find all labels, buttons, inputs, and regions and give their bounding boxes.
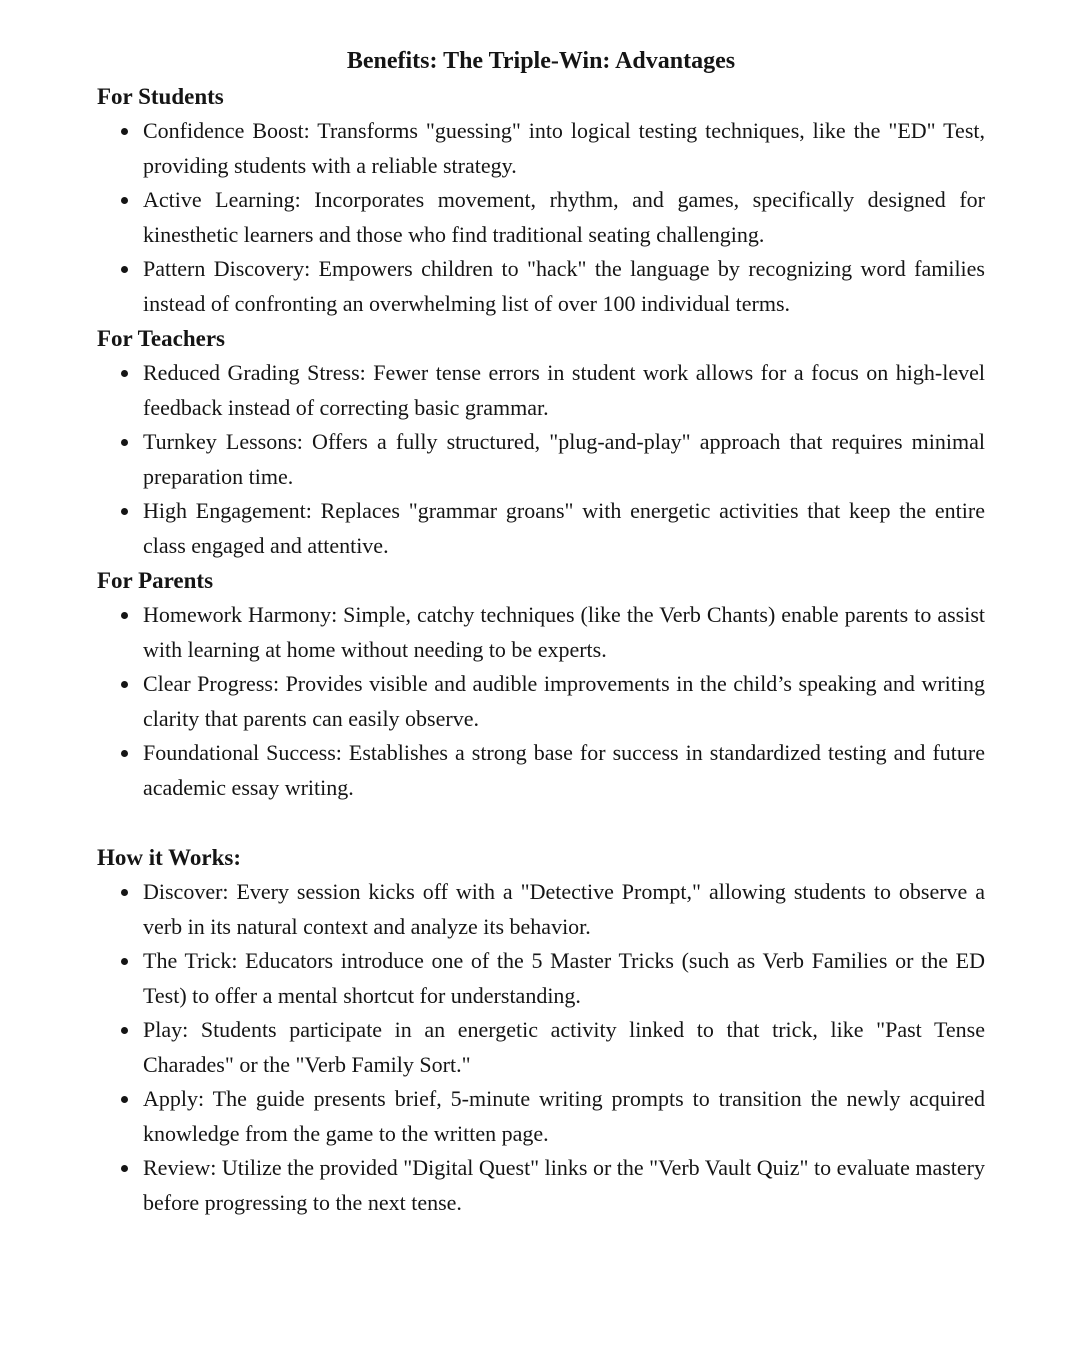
bullet-item: • Review: Utilize the provided "Digital Quest" links or the "Verb Vault Quiz" to evaluate mastery before progressing to the next tense.: [141, 1151, 985, 1220]
bullet-item: • Discover: Every session kicks off with a "Detective Prompt," allowing students to observe a verb in its natural context and analyze its behavior.: [141, 875, 985, 944]
bullet-item: • Foundational Success: Establishes a strong base for success in standardized testing and future academic essay writing.: [141, 736, 985, 805]
section-heading: How it Works:: [97, 845, 241, 870]
document-title: Benefits: The Triple-Win: Advantages: [346, 48, 736, 74]
section-heading: For Parents: [97, 568, 214, 593]
section-heading: For Students: [97, 84, 224, 109]
document-body: [97, 79, 985, 1220]
bullet-item: • The Trick: Educators introduce one of the 5 Master Tricks (such as Verb Families or the ED Test) to offer a mental shortcut for understanding.: [141, 944, 985, 1013]
bullet-item: • Reduced Grading Stress: Fewer tense errors in student work allows for a focus on high-level feedback instead of correcting basic grammar.: [141, 356, 985, 425]
bullet-list: [97, 114, 985, 321]
bullet-item: • Confidence Boost: Transforms "guessing" into logical testing techniques, like the "ED" Test, providing students with a reliable strategy.: [141, 114, 985, 183]
bullet-item: • Pattern Discovery: Empowers children to "hack" the language by recognizing word families instead of confronting an overwhelming list of over 100 individual terms.: [141, 252, 985, 321]
bullet-list: [97, 875, 985, 1220]
section-heading: For Teachers: [97, 326, 225, 351]
bullet-item: • Active Learning: Incorporates movement, rhythm, and games, specifically designed for kinesthetic learners and those who find traditional seating challenging.: [141, 183, 985, 252]
bullet-list: [97, 356, 985, 563]
bullet-list: [97, 598, 985, 805]
bullet-item: • High Engagement: Replaces "grammar groans" with energetic activities that keep the entire class engaged and attentive.: [141, 494, 985, 563]
bullet-item: • Homework Harmony: Simple, catchy techniques (like the Verb Chants) enable parents to assist with learning at home without needing to be experts.: [141, 598, 985, 667]
bullet-item: • Apply: The guide presents brief, 5-minute writing prompts to transition the newly acquired knowledge from the game to the written page.: [141, 1082, 985, 1151]
bullet-item: • Turnkey Lessons: Offers a fully structured, "plug-and-play" approach that requires minimal preparation time.: [141, 425, 985, 494]
bullet-item: • Play: Students participate in an energetic activity linked to that trick, like "Past Tense Charades" or the "Verb Family Sort.": [141, 1013, 985, 1082]
bullet-item: • Clear Progress: Provides visible and audible improvements in the child’s speaking and writing clarity that parents can easily observe.: [141, 667, 985, 736]
